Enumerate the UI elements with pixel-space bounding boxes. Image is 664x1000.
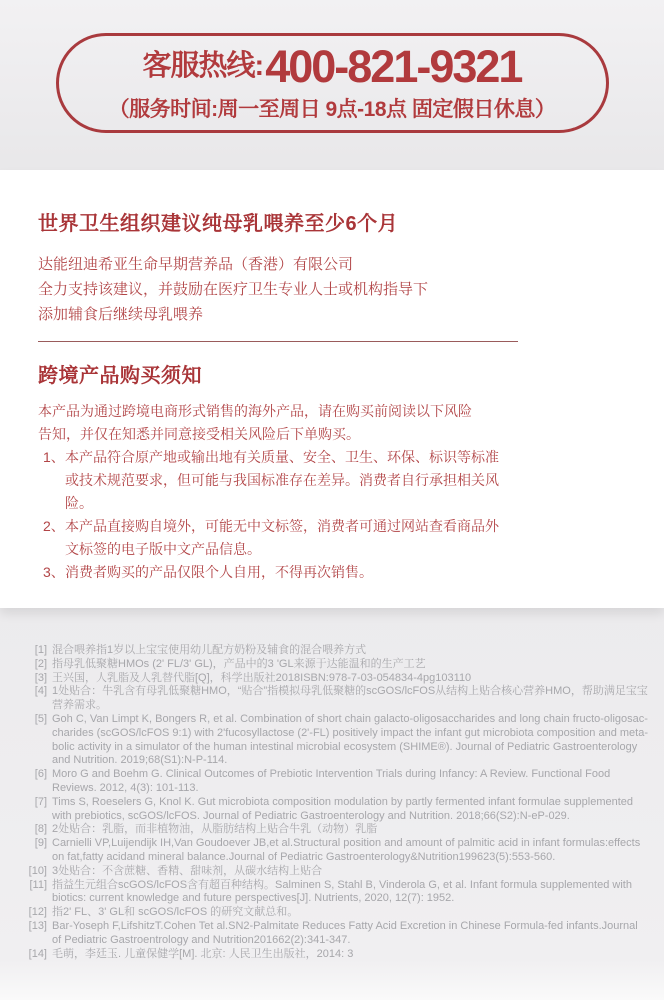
section-divider: [38, 341, 518, 342]
footnote-id: [14]: [28, 947, 47, 960]
notice-card: [0, 170, 664, 608]
footnote-text: 2处贴合：乳脂，而非植物油，从脂肪结构上贴合牛乳（动物）乳脂: [52, 823, 378, 836]
cross-border-title: 跨境产品购买须知: [38, 365, 202, 387]
hotline-label: 客服热线:: [142, 49, 264, 82]
footnote-text: 指益生元组合scGOS/lcFOS含有超百种结构。Salminen S, Stahl B, Vinderola G, et al. Infant formula supplemented with biotics: current knowledge and future perspectives[J]. Nutrients, 2020, 12(7): 1952.: [52, 878, 632, 905]
hotline-phone-number: 400-821-9321: [265, 40, 522, 92]
footnote-id: [11]: [29, 878, 47, 891]
list-item-number: 1、: [43, 449, 65, 465]
footnote-id: [12]: [28, 906, 47, 919]
footnote-id: [5]: [34, 712, 47, 725]
footnote-id: [2]: [34, 657, 47, 670]
list-item-text: 本产品直接购自境外，可能无中文标签，消费者可通过网站查看商品外文标签的电子版中文产品信息。: [65, 518, 499, 557]
list-item-text: 消费者购买的产品仅限个人自用，不得再次销售。: [65, 564, 373, 580]
hotline-box: [56, 33, 609, 133]
footnote: [26, 948, 648, 962]
footnote-id: [6]: [34, 768, 47, 781]
footnote-id: [8]: [34, 823, 47, 836]
footnote-text: 混合喂养指1岁以上宝宝使用幼儿配方奶粉及辅食的混合喂养方式: [52, 644, 367, 656]
footnote-text: Tims S, Roeselers G, Knol K. Gut microbiota composition modulation by partly fermented infant formulae supplemented with prebiotics, scGOS/lcFOS. Journal of Pediatric Gastroenterology and Nutrition. 2018;66(S2):N-eP-029.: [52, 795, 634, 822]
footnote-id: [1]: [34, 644, 47, 656]
footnote-text: 毛萌，李廷玉. 儿童保健学[M]. 北京: 人民卫生出版社，2014: 3: [52, 947, 354, 960]
footnote: [26, 644, 648, 658]
list-item: [43, 446, 664, 515]
cross-border-list: [43, 446, 664, 584]
who-notice-body: [38, 252, 528, 327]
footnote-id: [7]: [34, 795, 47, 808]
footnote-id: [10]: [28, 864, 47, 877]
footnote: [26, 796, 648, 824]
footnote-text: 指母乳低聚糖HMOs (2' FL/3' GL)，产品中的3 'GL来源于达能温和的生产工艺: [52, 657, 426, 670]
footnote: [26, 865, 648, 879]
footnote-text: Bar-Yoseph F,LifshitzT.Cohen Tet al.SN2-Palmitate Reduces Fatty Acid Excretion in Chinese Formula-fed infants.Journal of Pediatric Gastroentrology and Nutrition201662(2):341-347.: [52, 919, 638, 946]
footnote-text: 王兴国，人乳脂及人乳替代脂[Q]，科学出版社2018ISBN:978-7-03-054834-4pg103110: [52, 671, 472, 684]
footnote: [26, 685, 648, 713]
list-item-text: 本产品符合原产地或输出地有关质量、安全、卫生、环保、标识等标准或技术规范要求，但可能与我国标准存在差异。消费者自行承担相关风险。: [65, 449, 499, 511]
list-item: [43, 515, 664, 561]
footnote-id: [13]: [28, 919, 47, 932]
who-notice-title: 世界卫生组织建议纯母乳喂养至少6个月: [38, 213, 399, 235]
who-notice-line-continue: 添加辅食后继续母乳喂养: [38, 306, 204, 323]
footnote: [26, 713, 648, 768]
footnote: [26, 837, 648, 865]
footnote-text: Carnielli VP,Luijendijk IH,Van Goudoever JB,et al.Structural position and amount of palmitic acid in infant formulas:effects on fat,fatty acidand mineral balance.Journal of Pediatric Gastroenterology&Nutrition199623(5):553-560.: [52, 837, 641, 863]
list-item-number: 2、: [43, 518, 65, 534]
footnote: [26, 658, 648, 672]
footnote-text: 3处贴合：不含蔗糖、香精、甜味剂，从碳水结构上贴合: [52, 864, 323, 877]
footnote-text: Moro G and Boehm G. Clinical Outcomes of Prebiotic Intervention Trials during Infancy: A Review. Functional Food Reviews. 2012, 4(3): 101-113.: [52, 768, 611, 794]
footnote-id: [4]: [34, 685, 47, 698]
footnote-id: [3]: [34, 671, 47, 684]
hotline-service-hours: （服务时间:周一至周日 9点-18点 固定假日休息）: [108, 97, 556, 121]
cross-border-intro: 本产品为通过跨境电商形式销售的海外产品，请在购买前阅读以下风险告知，并仅在知悉并同意接受相关风险后下单购买。: [38, 403, 472, 442]
footnote-text: 指2' FL、3' GL和 scGOS/lcFOS 的研究文献总和。: [52, 906, 299, 919]
footnote: [26, 879, 648, 907]
who-notice-line-company: 达能纽迪希亚生命早期营养品（香港）有限公司: [38, 256, 354, 273]
footnote: [26, 768, 648, 796]
footnote: [26, 672, 648, 686]
list-item: [43, 561, 664, 584]
footnotes-section: [0, 644, 664, 961]
footnote-text: Goh C, Van Limpt K, Bongers R, et al. Combination of short chain galacto-oligosaccharides and long chain fructo-oligosac-charides (scGOS/lcFOS 9:1) with 2'fucosyllactose (2'-FL) positively impact the infant gut microbiota composition and meta-bolic activity in a simulator of the human intestinal microbial ecosystem (SHIME®). Journal of Pediatric Gastroenterology and Nutrition. 2019;68(S1):N-P-114.: [52, 712, 648, 767]
who-notice-line-support: 全力支持该建议，并鼓励在医疗卫生专业人士或机构指导下: [38, 281, 429, 298]
hotline-line: [142, 40, 522, 92]
footnote: [26, 823, 648, 837]
footnote-id: [9]: [34, 837, 47, 850]
list-item-number: 3、: [43, 564, 65, 580]
footnote: [26, 920, 648, 948]
footnote: [26, 906, 648, 920]
footnote-text: 1处贴合：牛乳含有母乳低聚糖HMO，“贴合”指模拟母乳低聚糖的scGOS/lcFOS从结构上贴合核心营养HMO，帮助满足宝宝营养需求。: [52, 685, 648, 712]
hotline-section: [0, 0, 664, 170]
